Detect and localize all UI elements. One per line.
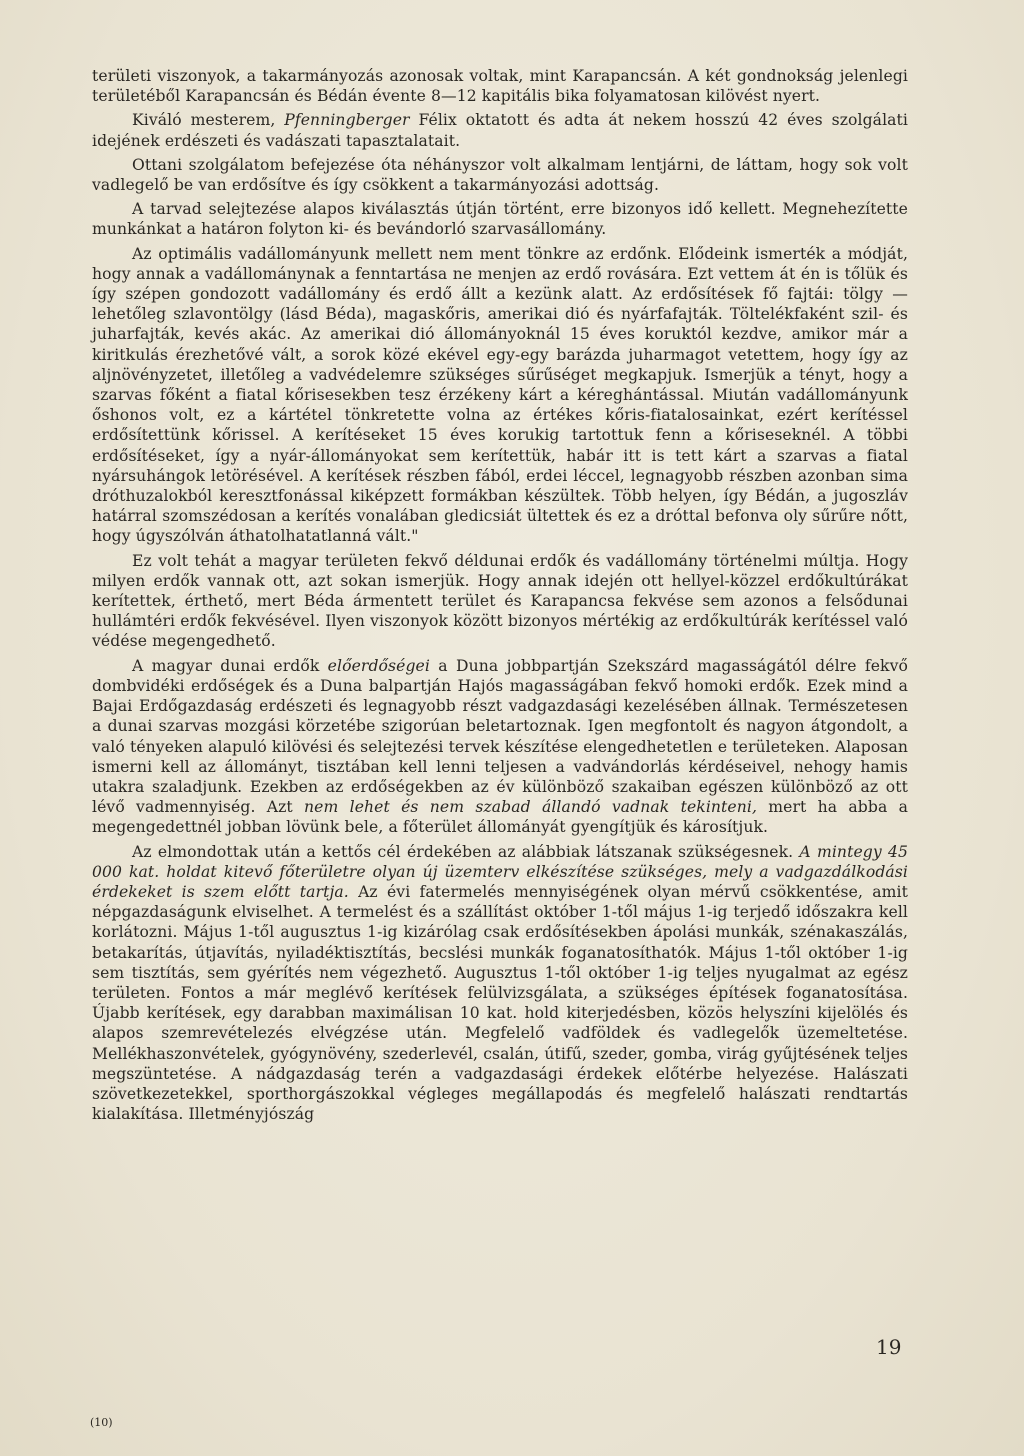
paragraph-text: területi viszonyok, a takarmányozás azonosak voltak, mint Karapancsán. A két gondnokság jelenlegi területéből Karapancsán és Bédán évente 8—12 kapitális bika folyamatosan kilövést nyert. — [92, 67, 908, 106]
paragraph — [92, 244, 908, 547]
emphasized-text: előerdőségei — [327, 656, 430, 675]
paragraph-text: a Duna jobbpartján Szekszárd magasságától délre fekvő dombvidéki erdőségek és a Duna balpartján Hajós magasságában fekvő homoki erdők. Ezek mind a Bajai Erdőgazdaság erdészeti és legnagyobb részt vadgazdasági kezelésében állnak. Természetesen a dunai szarvas mozgási körzetébe szigorúan beletartoznak. Igen megfontolt és nagyon átgondolt, a való tényeken alapuló kilövési és selejtezési tervek készítése elengedhetetlen e területeken. Alaposan ismerni kell az állományt, tisztában kell lenni teljesen a vadvándorlás kérdéseivel, nehogy hamis utakra szaladjunk. Ezekben az erdőségekben az év különböző szakaiban egészen különböző az ott lévő vadmennyiség. Azt — [92, 656, 908, 817]
paragraph — [92, 66, 908, 106]
paragraph — [92, 199, 908, 239]
footer-mark: (10) — [90, 1416, 113, 1429]
paragraph — [92, 656, 908, 838]
paragraph — [92, 110, 908, 150]
emphasized-text: Pfenningberger — [284, 111, 410, 130]
paragraph — [92, 155, 908, 195]
paragraph-text: A tarvad selejtezése alapos kiválasztás útján történt, erre bizonyos idő kellett. Megnehezítette munkánkat a határon folyton ki- és bevándorló szarvasállomány. — [92, 200, 908, 239]
paragraph-text: Félix oktatott és adta át nekem hosszú 42 éves szolgálati idejének erdészeti és vadászati tapasztalatait. — [92, 111, 909, 150]
paragraph-text: Az optimális vadállományunk mellett nem ment tönkre az erdőnk. Elődeink ismerték a módját, hogy annak a vadállománynak a fenntartása ne menjen az erdő rovására. Ezt vettem át én is tőlük és így szépen gondozott vadállomány és erdő állt a kezünk alatt. Az erdősítések fő fajtái: tölgy — lehetőleg szlavontölgy (lásd Béda), magaskőris, amerikai dió és nyárfafajták. Töltelékfaként szil- és juharfajták, kevés akác. Az amerikai dió állományoknál 15 éves koruktól kezdve, amikor már a kiritkulás érezhetővé vált, a sorok közé ekével egy-egy barázda juharmagot vetettem, hogy így az aljnövényzetet, illetőleg a vadvédelemre szükséges sűrűséget megkapjuk. Ismerjük a tényt, hogy a szarvas főként a fiatal kőrisesekben tesz érzékeny kárt a kéreghántással. Miután vadállományunk őshonos volt, ez a kártétel tönkretette volna az értékes kőris-fiatalosainkat, ezért kerítéssel erdősítettünk kőrissel. A kerítéseket 15 éves korukig tartottuk fenn a kőriseseknél. A többi erdősítéseket, így a nyár-állományokat sem kerítettük, habár itt is tett kárt a szarvas a fiatal nyársuhángok letörésével. A kerítések részben fából, erdei léccel, legnagyobb részben azonban sima dróthuzalokból keresztfonással kiképzett formákban készültek. Több helyen, így Bédán, a jugoszláv határral szomszédosan a kerítés vonalában gledicsiát ültettek és ez a dróttal befonva oly sűrűre nőtt, hogy úgyszólván áthatolhatatlanná vált." — [92, 244, 908, 546]
paragraph-text: Az évi fatermelés mennyiségének olyan mérvű csökkentése, amit népgazdaságunk elviselhet. A termelést és a szállítást október 1-től május 1-ig terjedő időszakra kell korlátozni. Május 1-től augusztus 1-ig kizárólag csak erdősítésekben ápolási munkák, szénakaszálás, betakarítás, útjavítás, nyiladéktisztítás, becslési munkák foganatosíthatók. Május 1-től október 1-ig sem tisztítás, sem gyérítés nem végezhető. Augusztus 1-től október 1-ig teljes nyugalmat az egész területen. Fontos a már meglévő kerítések felülvizsgálata, a szükséges építések foganatosítása. Újabb kerítések, egy darabban maximálisan 10 kat. hold kiterjedésben, közös helyszíni kijelölés és alapos szemrevételezés elvégzése után. Megfelelő vadföldek és vadlegelők üzemeltetése. Mellékhaszonvételek, gyógynövény, szederlevél, csalán, útifű, szeder, gomba, virág gyűjtésének teljes megszüntetése. A nádgazdaság terén a vadgazdasági érdekek előtérbe helyezése. Halászati szövetkezetekkel, sporthorgászokkal végleges megállapodás és megfelelő halászati rendtartás kialakítása. Illetményjószág — [92, 882, 908, 1124]
page-number: 19 — [876, 1335, 902, 1359]
paragraph — [92, 551, 908, 652]
paragraph-text: A magyar dunai erdők — [132, 656, 328, 675]
body-text — [92, 66, 908, 1128]
paragraph-text: Ez volt tehát a magyar területen fekvő déldunai erdők és vadállomány történelmi múltja. Hogy milyen erdők vannak ott, azt sokan ismerjük. Hogy annak idején ott hellyel-közzel erdőkultúrákat kerítettek, érthető, mert Béda ármentett terület és Karapancsa fekvése sem azonos a felsődunai hullámtéri erdők fekvésével. Ilyen viszonyok között bizonyos mértékig az erdőkultúrák kerítéssel való védése megengedhető. — [92, 551, 908, 651]
paragraph-text: Kiváló mesterem, — [132, 111, 285, 130]
paragraph-text: Ottani szolgálatom befejezése óta néhányszor volt alkalmam lentjárni, de láttam, hogy sok volt vadlegelő be van erdősítve és így csökkent a takarmányozási adottság. — [92, 155, 908, 195]
paragraph-text: mert ha abba a megengedettnél jobban lövünk bele, a főterület állományát gyengítjük és károsítjuk. — [92, 798, 908, 837]
paragraph-text: Az elmondottak után a kettős cél érdekében az alábbiak látszanak szükségesnek. — [132, 842, 800, 861]
paragraph — [92, 842, 908, 1125]
emphasized-text: A mintegy 45 000 kat. holdat kitevő főterületre olyan új üzemterv elkészítése szükséges, mely a vadgazdálkodási érdekeket is szem előtt tartja. — [92, 842, 909, 901]
emphasized-text: nem lehet és nem szabad állandó vadnak tekinteni, — [304, 798, 758, 817]
